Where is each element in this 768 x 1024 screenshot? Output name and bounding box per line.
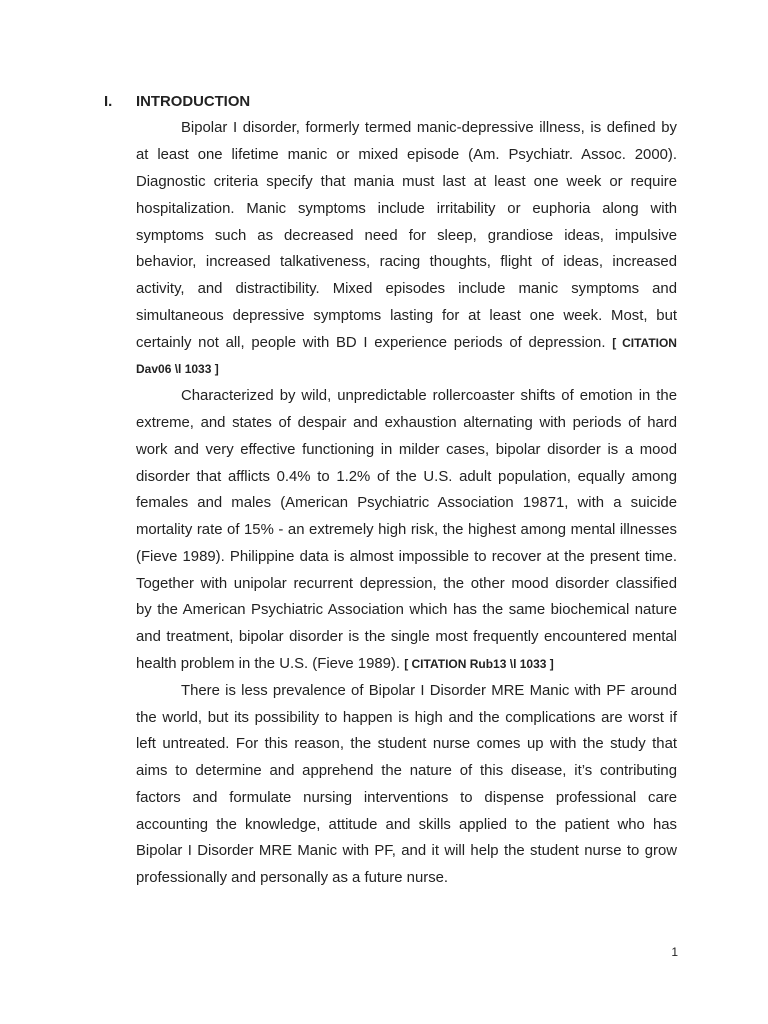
paragraph-line: aims to determine and apprehend the nature of this disease, it’s contributing: [136, 763, 677, 780]
paragraph-2: [136, 383, 677, 678]
citation-field: Dav06 \l 1033 ]: [136, 362, 219, 377]
section-title: INTRODUCTION: [136, 93, 251, 110]
paragraph-line: Diagnostic criteria specify that mania must last at least one week or require: [136, 173, 677, 190]
page-number: 1: [671, 945, 678, 959]
paragraph-line: females and males (American Psychiatric Association 19871, with a suicide: [136, 495, 677, 512]
paragraph-3: [136, 678, 677, 892]
citation-field: [ CITATION Rub13 \l 1033 ]: [404, 657, 554, 671]
paragraph-line-text: health problem in the U.S. (Fieve 1989).: [136, 656, 401, 672]
citation-field: [ CITATION: [612, 335, 677, 350]
paragraph-line: behavior, increased talkativeness, racing thoughts, flight of ideas, increased: [136, 254, 677, 271]
paragraph-line: left untreated. For this reason, the student nurse comes up with the study that: [136, 736, 677, 753]
paragraph-line: [136, 651, 677, 678]
paragraph-line: by the American Psychiatric Association which has the same biochemical nature: [136, 602, 677, 619]
paragraph-line: [136, 330, 677, 357]
paragraph-line: Bipolar I disorder, formerly termed manic-depressive illness, is defined by: [181, 120, 677, 137]
paragraph-line: accounting the knowledge, attitude and skills applied to the patient who has: [136, 816, 677, 833]
paragraph-line: simultaneous depressive symptoms lasting for at least one week. Most, but: [136, 307, 677, 324]
paragraph-line: [136, 356, 677, 383]
paragraph-line: (Fieve 1989). Philippine data is almost impossible to recover at the present time.: [136, 548, 677, 565]
paragraph-line: hospitalization. Manic symptoms include irritability or euphoria along with: [136, 200, 677, 217]
paragraph-1: [136, 115, 677, 383]
paragraph-line: and treatment, bipolar disorder is the single most frequently encountered mental: [136, 629, 677, 646]
paragraph-line: Characterized by wild, unpredictable rollercoaster shifts of emotion in the: [181, 388, 677, 405]
paragraph-line-text: certainly not all, people with BD I experience periods of depression.: [136, 334, 606, 351]
paragraph-line: Together with unipolar recurrent depression, the other mood disorder classified: [136, 575, 677, 592]
paragraph-line: extreme, and states of despair and exhaustion alternating with periods of hard: [136, 414, 677, 431]
section-number: I.: [104, 93, 113, 110]
paragraph-line: symptoms such as decreased need for sleep, grandiose ideas, impulsive: [136, 227, 677, 244]
paragraph-line: disorder that afflicts 0.4% to 1.2% of the U.S. adult population, equally among: [136, 468, 677, 485]
paragraph-line: There is less prevalence of Bipolar I Disorder MRE Manic with PF around: [181, 682, 677, 699]
paragraph-line: mortality rate of 15% - an extremely high risk, the highest among mental illnesses: [136, 522, 677, 539]
paragraph-line: professionally and personally as a future nurse.: [136, 870, 449, 887]
body-text: [104, 89, 677, 892]
paragraph-line: work and very effective functioning in milder cases, bipolar disorder is a mood: [136, 441, 677, 458]
section-heading: [104, 89, 677, 116]
paragraph-line: activity, and distractibility. Mixed episodes include manic symptoms and: [136, 281, 677, 298]
paragraph-line: factors and formulate nursing interventions to dispense professional care: [136, 789, 677, 806]
paragraph-line: Bipolar I Disorder MRE Manic with PF, and it will help the student nurse to grow: [136, 843, 677, 860]
paragraph-line: the world, but its possibility to happen is high and the complications are worst if: [136, 709, 677, 726]
paragraph-line: at least one lifetime manic or mixed episode (Am. Psychiatr. Assoc. 2000).: [136, 147, 677, 164]
